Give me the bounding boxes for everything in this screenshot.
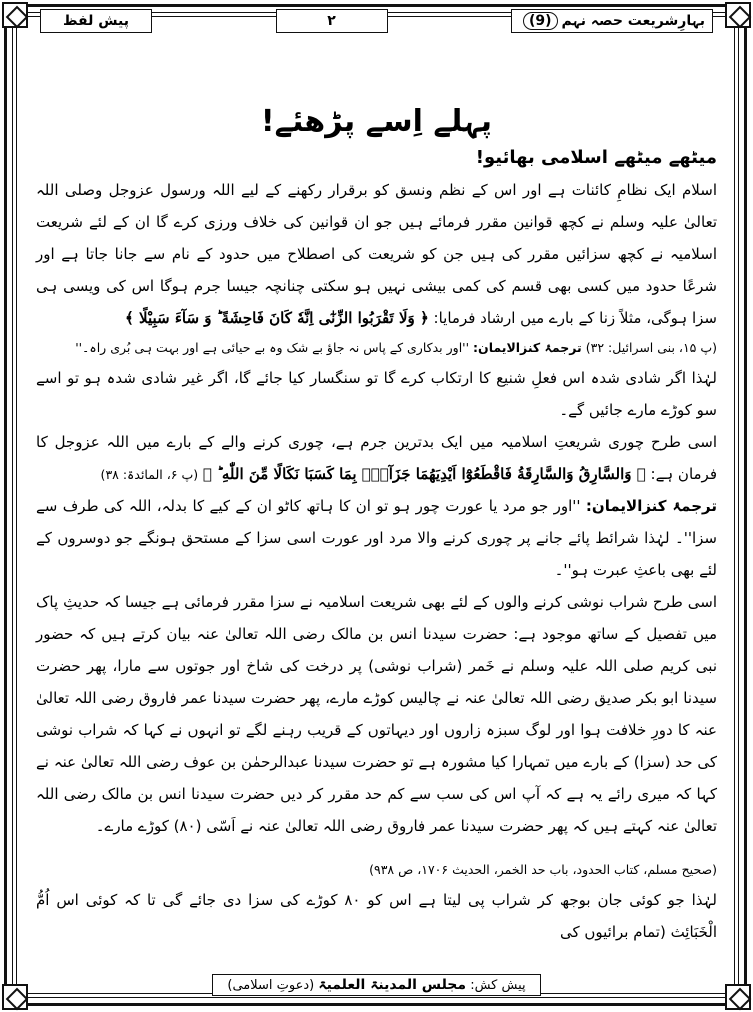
paragraph-theft (36, 426, 717, 490)
book-title (511, 9, 713, 33)
paragraph-zina-ruling: لہٰذا اگر شادی شدہ اس فعلِ شنیع کا ارتکاب کرے گا تو سنگسار کیا جائے گا، اگر غیر شادی شدہ ہو تو اسے سو کوڑے مارے جائیں گے۔ (36, 369, 717, 419)
reference-1 (36, 334, 717, 362)
translation-label-1: ترجمۂ کنزالایمان: (473, 340, 582, 355)
section-label-text: پیش لفظ (63, 13, 129, 29)
paragraph-intro-text: اسلام ایک نظامِ کائنات ہے اور اس کے نظم ونسق کو برقرار رکھنے کے لیے اللہ ورسول عزوجل وصلی اللہ تعالیٰ علیہ وسلم نے کچھ قوانین مقرر فرمائے ہیں جو ان قوانین کی خلاف ورزی کرے گا ان کے لئے شریعت اسلامیہ نے کچھ سزائیں مقرر کی ہیں جن کو شریعت کی اصطلاح میں حدود کے نام سے جانا جاتا ہے اور شرعًا حدود میں کسی بھی قسم کی کمی بیشی نہیں ہو سکتی چنانچہ جیسا جرم ہوگا اس کی ویسی ہی سزا ہوگی، مثلاً زنا کے بارے میں ارشاد فرمایا: (36, 181, 717, 327)
page-footer (0, 974, 753, 996)
page-number-text: ۲ (327, 13, 336, 29)
translation-2-block (36, 490, 717, 586)
reference-1-text: (پ ۱۵، بنی اسرائیل: ۳۲) (585, 340, 717, 355)
corner-ornament-icon (725, 2, 751, 28)
publisher-prefix: پیش کش: (470, 978, 526, 993)
reference-2: (پ ۶، المائدۃ: ۳۸) (100, 467, 199, 482)
paragraph-alcohol: اسی طرح شراب نوشی کرنے والوں کے لئے بھی شریعت اسلامیہ نے سزا مقرر فرمائی ہے جیسا کہ حدیثِ پاک میں تفصیل کے ساتھ موجود ہے: حضرت سیدنا انس بن مالک رضی اللہ تعالیٰ عنہ بیان کرتے ہیں کہ حضور نبی کریم صلی اللہ علیہ وسلم نے خَمر (شراب نوشی) پر درخت کی شاخ اور جوتوں سے مارا، پھر حضرت سیدنا ابو بکر صدیق رضی اللہ تعالیٰ عنہ نے چالیس کوڑے مارے، پھر حضرت سیدنا عمر فاروق رضی اللہ تعالیٰ عنہ کا دورِ خلافت ہوا اور لوگ سبزہ زاروں اور دیہاتوں کے قریب رہنے لگے تو انہوں نے کہا کہ شراب نوشی کی حد (سزا) کے بارے میں تمہارا کیا مشورہ ہے تو حضرت سیدنا عبدالرحمٰن بن عوف رضی اللہ تعالیٰ عنہ نے کہا کہ میری رائے یہ ہے کہ آپ اس کی سب سے کم حد مقرر کر دیں حضرت سیدنا انس بن مالک رضی اللہ تعالیٰ عنہ کہتے ہیں کہ پھر حضرت سیدنا عمر فاروق رضی اللہ تعالیٰ عنہ نے اَسّی (۸۰) کوڑے مارے۔ (36, 593, 717, 835)
translation-1: ''اور بدکاری کے پاس نہ جاؤ بے شک وہ بے حیائی ہے اور بہت ہی بُری راہ۔'' (75, 340, 470, 355)
corner-ornament-icon (2, 2, 28, 28)
greeting-heading: میٹھے میٹھے اسلامی بھائیو! (475, 147, 717, 168)
paragraph-theft-text: اسی طرح چوری شریعتِ اسلامیہ میں ایک بدترین جرم ہے، چوری کرنے والے کے بارے میں اللہ عزوجل کا فرمان ہے: (36, 433, 717, 483)
translation-label-2: ترجمۂ کنزالایمان: (585, 497, 717, 515)
section-label (40, 9, 152, 33)
quran-verse-2: ﴿ وَالسَّارِقُ وَالسَّارِقَةُ فَاقْطَعُوْٓا اَيْدِيَهُمَا جَزَآءًۢ بِمَا كَسَبَا نَكَالًا مِّنَ اللّٰهِ ؕ ﴾ (202, 465, 646, 483)
page-content (36, 70, 717, 952)
page-header (40, 8, 713, 34)
translation-2: ''اور جو مرد یا عورت چور ہو تو ان کا ہاتھ کاٹو ان کے کیے کا بدلہ، اللہ کی طرف سے سزا''۔ لہٰذا شرائط پائے جانے پر چوری کرنے والا مرد اور عورت اسی سزا کے مستحق ہونگے جو دوسروں کے لئے بھی باعثِ عبرت ہو''۔ (36, 497, 717, 579)
paragraph-intro (36, 174, 717, 334)
page-number (276, 9, 388, 33)
publisher-suffix: (دعوتِ اسلامی) (227, 978, 315, 993)
page-title: پہلے اِسے پڑھئے! (260, 104, 493, 139)
paragraph-conclusion: لہٰذا جو کوئی جان بوجھ کر شراب پی لیتا ہے اس کو ۸۰ کوڑے کی سزا دی جائے گی تا کہ کوئی اس اُمُّ الْخَبَائِث (تمام برائیوں کی (36, 891, 717, 941)
reference-3: (صحیح مسلم، کتاب الحدود، باب حد الخمر، الحدیث ۱۷۰۶، ص ۹۳۸) (369, 862, 717, 877)
publisher-box (212, 974, 540, 996)
volume-number: (9) (523, 12, 558, 30)
book-title-text: بہارِشریعت حصہ نہم (561, 13, 706, 29)
publisher-name: مجلس المدینۃ العلمیۃ (318, 977, 467, 993)
quran-verse-1: ﴿ وَلَا تَقْرَبُوا الزِّنٰٓى اِنَّهٗ كَانَ فَاحِشَةً ؕ وَ سَآءَ سَبِيْلًا ﴾ (125, 309, 429, 327)
